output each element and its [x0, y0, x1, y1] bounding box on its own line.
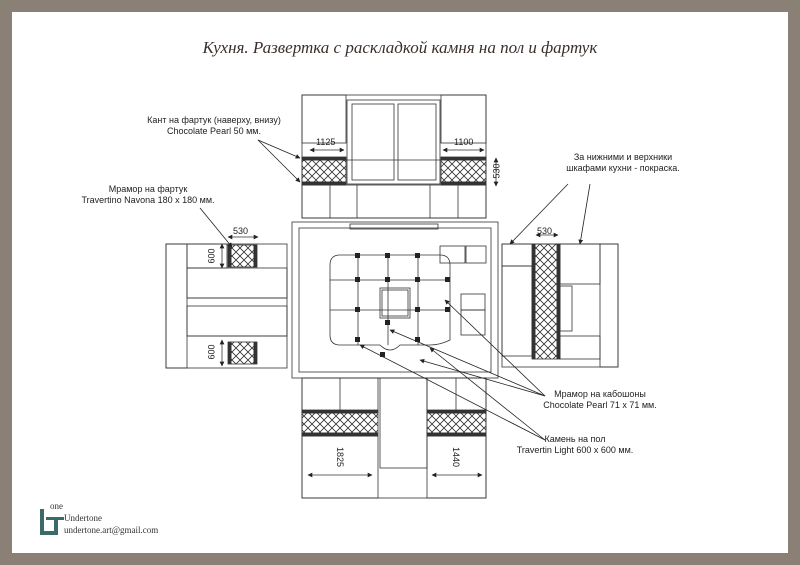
right-wall-elevation — [502, 235, 618, 367]
cabochon-label-line2: Chocolate Pearl 71 х 71 мм. — [543, 400, 657, 410]
apron-marble-label-line1: Мрамор на фартук — [108, 184, 188, 194]
bottom-wall-elevation — [302, 378, 486, 498]
cabochon-label-line1: Мрамор на кабошоны — [554, 389, 646, 399]
floor-plan — [292, 222, 498, 378]
dim-left-width: 530 — [233, 226, 249, 236]
dim-left-lower-height: 600 — [206, 344, 217, 360]
paint-label-line2: шкафами кухни - покраска. — [566, 163, 680, 173]
apron-edge-label — [128, 115, 300, 137]
logo-mark-text: one — [50, 501, 63, 511]
dim-top-right-width: 1100 — [454, 137, 474, 147]
cabochon-label — [530, 389, 670, 411]
logo-email: undertone.art@gmail.com — [64, 525, 159, 535]
paint-label — [548, 152, 698, 174]
dim-bottom-right-width: 1440 — [451, 446, 462, 468]
dim-left-upper-height: 600 — [206, 248, 217, 264]
paint-label-line1: За нижними и верхники — [573, 152, 673, 162]
logo-brand-name: Undertone — [64, 513, 102, 523]
apron-marble-label-line2: Travertino Navona 180 х 180 мм. — [81, 195, 215, 205]
undertone-logo — [38, 503, 158, 543]
dim-bottom-left-width: 1825 — [335, 446, 346, 468]
dim-top-height: 530 — [491, 163, 502, 179]
dim-top-left-width: 1125 — [316, 137, 336, 147]
floor-stone-label-line2: Travertin Light 600 х 600 мм. — [516, 445, 634, 455]
left-wall-elevation — [166, 237, 287, 368]
apron-edge-label-line1: Кант на фартук (наверху, внизу) — [147, 115, 281, 125]
apron-edge-label-line2: Chocolate Pearl 50 мм. — [167, 126, 261, 136]
drawing-title: Кухня. Развертка с раскладкой камня на пол и фартук — [202, 38, 598, 57]
floor-stone-label-line1: Камень на пол — [544, 434, 606, 444]
top-wall-elevation — [302, 95, 496, 218]
dim-right-width: 530 — [537, 226, 553, 236]
floor-stone-label — [500, 434, 650, 456]
apron-marble-label — [68, 184, 228, 206]
